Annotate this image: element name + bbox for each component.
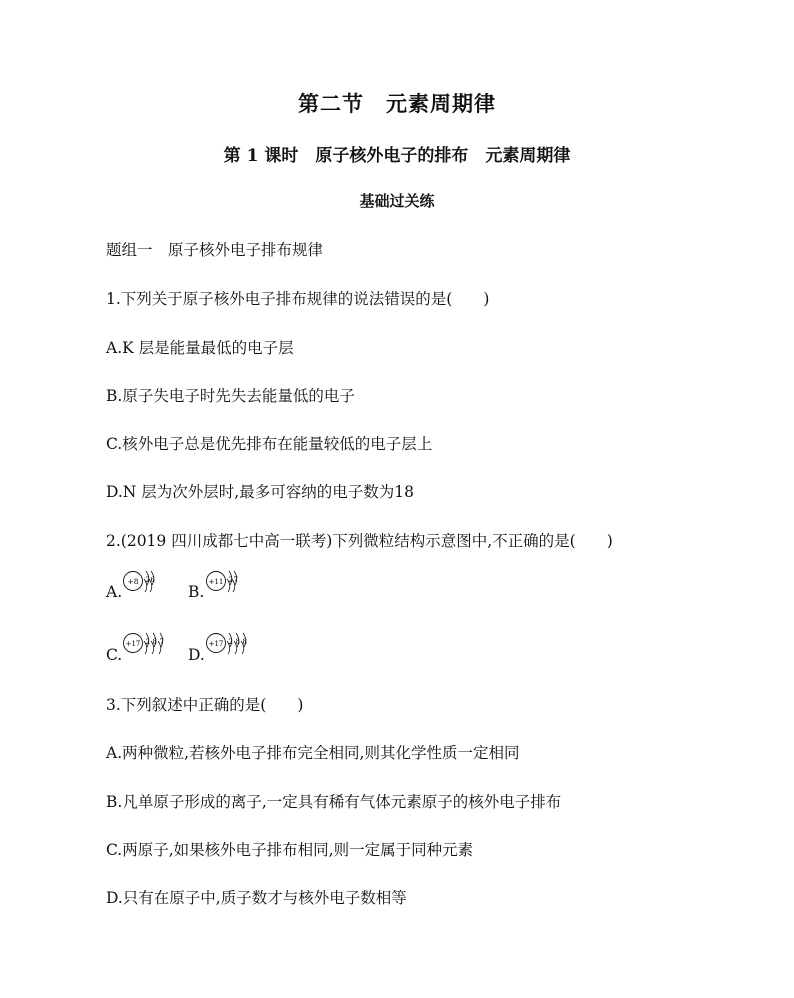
q2-stem: 2.(2019 四川成都七中高一联考)下列微粒结构示意图中,不正确的是( ) <box>106 532 613 550</box>
shell-1-count: 2 <box>145 638 150 646</box>
q2-option-a-diagram <box>120 566 180 602</box>
q1-option-d: D.N 层为次外层时,最多可容纳的电子数为18 <box>106 483 414 501</box>
q2-option-d-diagram <box>203 628 263 664</box>
q3-option-a: A.两种微粒,若核外电子排布完全相同,则其化学性质一定相同 <box>106 744 520 762</box>
q3-option-b: B.凡单原子形成的离子,一定具有稀有气体元素原子的核外电子排布 <box>106 793 562 811</box>
section-heading: 基础过关练 <box>359 192 435 210</box>
shell-2-count: 8 <box>152 638 157 646</box>
shell-1-count: 2 <box>228 576 233 584</box>
q1-option-b: B.原子失电子时先失去能量低的电子 <box>106 387 355 405</box>
shell-2-count: 8 <box>235 638 240 646</box>
nucleus-label: +17 <box>208 640 224 648</box>
q1-stem: 1.下列关于原子核外电子排布规律的说法错误的是( ) <box>106 290 490 308</box>
group-heading: 题组一 原子核外电子排布规律 <box>106 241 324 259</box>
q1-option-c: C.核外电子总是优先排布在能量较低的电子层上 <box>106 435 433 453</box>
q2-option-c-letter: C. <box>106 646 123 664</box>
q3-option-d: D.只有在原子中,质子数才与核外电子数相等 <box>106 889 407 907</box>
shell-2-count: 6 <box>150 576 155 584</box>
nucleus-label: +8 <box>127 577 139 586</box>
shell-3-count: 8 <box>242 638 247 646</box>
shell-1-count: 2 <box>228 638 233 646</box>
nucleus-label: +17 <box>125 640 141 648</box>
q1-option-a: A.K 层是能量最低的电子层 <box>106 339 294 357</box>
q2-option-b-letter: B. <box>188 583 205 601</box>
q2-option-b-diagram <box>203 566 263 602</box>
q2-option-d-letter: D. <box>188 646 205 664</box>
q2-option-c-diagram <box>120 628 180 664</box>
nucleus-label: +11 <box>208 578 224 586</box>
q3-stem: 3.下列叙述中正确的是( ) <box>106 696 304 714</box>
shell-3-count: 7 <box>159 638 164 646</box>
page-title: 第二节 元素周期律 <box>298 91 496 116</box>
shell-1-count: 2 <box>145 576 150 584</box>
lesson-subtitle: 第 1 课时 原子核外电子的排布 元素周期律 <box>223 146 571 166</box>
shell-2-count: 7 <box>233 576 238 584</box>
q2-option-a-letter: A. <box>106 583 123 601</box>
q3-option-c: C.两原子,如果核外电子排布相同,则一定属于同种元素 <box>106 841 474 859</box>
